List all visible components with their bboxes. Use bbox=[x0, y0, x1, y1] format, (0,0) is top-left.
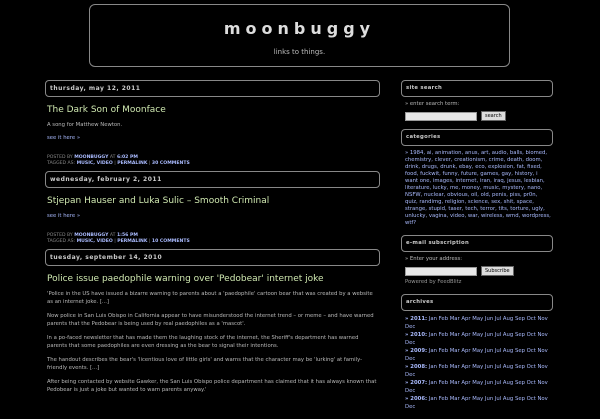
post-footer: POSTED BY MOONBUGGY AT 6:02 PM TAGGED AS: MUSIC, VIDEO | PERMALINK | 30 COMMENTS bbox=[47, 155, 190, 166]
post-footer: POSTED BY MOONBUGGY AT 1:56 PM TAGGED AS: MUSIC, VIDEO | PERMALINK | 10 COMMENTS bbox=[47, 233, 190, 244]
comments-link[interactable]: 10 COMMENTS bbox=[151, 239, 190, 244]
at-label: AT bbox=[109, 233, 116, 238]
archive-year-row bbox=[405, 395, 551, 411]
archive-months[interactable]: Jan Feb Mar Apr May Jun Jul Aug Sep Oct Nov Dec bbox=[405, 316, 548, 330]
blog-description: links to things. bbox=[273, 48, 326, 56]
search-input[interactable] bbox=[405, 112, 477, 121]
post-date-header: wednesday, february 2, 2011 bbox=[45, 171, 380, 188]
search-label: » enter search term: bbox=[405, 101, 460, 107]
search-button[interactable]: search bbox=[481, 111, 506, 121]
categories-widget bbox=[401, 146, 553, 235]
tagged-label: TAGGED AS: bbox=[47, 239, 76, 244]
archive-year-link[interactable]: » 2007: bbox=[405, 380, 428, 386]
post-paragraph: 'Police in the US have issued a bizarre warning to parents about a 'paedophile' cartoon bear that was created by a website as an internet joke. [...] bbox=[47, 291, 373, 305]
archive-months[interactable]: Jan Feb Mar Apr May Jun Jul Aug Sep Oct Nov Dec bbox=[405, 364, 548, 378]
archive-year-link[interactable]: » 2009: bbox=[405, 348, 428, 354]
post-paragraph: Now police in San Luis Obispo in California appear to have misunderstood the internet trend – or meme – and have warned parents that the Pedobear is being used by real paedophiles as a 'mascot'. bbox=[47, 313, 374, 327]
widget-title-email: e-mail subscription bbox=[401, 235, 553, 252]
post-title-link[interactable]: Police issue paedophile warning over 'Pedobear' internet joke bbox=[47, 274, 324, 284]
archive-year-link[interactable]: » 2006: bbox=[405, 396, 428, 402]
widget-title-search: site search bbox=[401, 80, 553, 97]
archive-year-row bbox=[405, 331, 551, 347]
archives-widget bbox=[401, 311, 553, 419]
archive-year-link[interactable]: » 2010: bbox=[405, 332, 428, 338]
permalink-link[interactable]: PERMALINK bbox=[117, 239, 148, 244]
posted-by-label: POSTED BY bbox=[47, 155, 73, 160]
post-body bbox=[47, 121, 378, 129]
comments-link[interactable]: 30 COMMENTS bbox=[151, 161, 190, 166]
posted-by-label: POSTED BY bbox=[47, 233, 73, 238]
archive-months[interactable]: Jan Feb Mar Apr May Jun Jul Aug Sep Oct Nov Dec bbox=[405, 332, 548, 346]
post-title-link[interactable]: The Dark Son of Moonface bbox=[47, 105, 166, 115]
post-paragraph: After being contacted by website Gawker, the San Luis Obispo police department has claimed that it has always known that Pedobear is just a joke but wanted to warn parents anyway.' bbox=[47, 379, 377, 393]
post bbox=[45, 105, 380, 167]
archive-months[interactable]: Jan Feb Mar Apr May Jun Jul Aug Sep Oct Nov Dec bbox=[405, 348, 548, 362]
archive-months[interactable]: Jan Feb Mar Apr May Jun Jul Aug Sep Oct Nov Dec bbox=[405, 396, 548, 410]
tagged-label: TAGGED AS: bbox=[47, 161, 76, 166]
post-paragraph: The handout describes the bear's 'licentious love of little girls' and warns that the character may be 'lurking' at family-friendly events. [...] bbox=[47, 357, 363, 371]
see-more-link[interactable]: see it here » bbox=[47, 135, 81, 141]
blog-header bbox=[89, 4, 510, 67]
subscribe-button[interactable]: Subscribe bbox=[481, 266, 514, 276]
post-date-header: thursday, may 12, 2011 bbox=[45, 80, 380, 97]
powered-by-text[interactable]: Powered by FeedBlitz bbox=[405, 279, 462, 285]
main-column bbox=[45, 80, 380, 400]
post-date-header: tuesday, september 14, 2010 bbox=[45, 249, 380, 266]
category-links[interactable]: » 1984, ai, animation, anus, art, audio, balls, biomed, chemistry, clever, creationism, crime, death, doom, drink, drugs, drunk, ebay, eco, explosion, fat, fixed, food, fuckwit, funny, future, games, gay, history, i want one, images, internet, iran, iraq, jesus, lesbian, literature, lucky, me, money, music, mystery, nano, NSFW, nuclear, obvious, oil, old, penis, piss, pr0n, quiz, randimg, religion, science, sex, shit, space, strange, stupid, taser, tech, terror, tits, torture, ugly, unlucky, vagina, video, war, wireless, wmd, wordpress, wtf? bbox=[405, 150, 551, 226]
author-link[interactable]: MOONBUGGY bbox=[74, 155, 109, 160]
email-label: » Enter your address: bbox=[405, 256, 463, 262]
email-input[interactable] bbox=[405, 267, 477, 276]
sidebar bbox=[401, 80, 553, 419]
archive-year-row bbox=[405, 363, 551, 379]
email-widget bbox=[401, 252, 553, 294]
widget-title-categories: categories bbox=[401, 129, 553, 146]
at-label: AT bbox=[109, 155, 116, 160]
post-paragraph: In a po-faced newsletter that has made them the laughing stock of the internet, the Sheriff's department has warned parents that some paedophiles are even dressing as the bear to signal their intentions. bbox=[47, 335, 359, 349]
archive-year-row bbox=[405, 379, 551, 395]
author-link[interactable]: MOONBUGGY bbox=[74, 233, 109, 238]
post bbox=[45, 196, 380, 245]
archive-year-link[interactable]: » 2008: bbox=[405, 364, 428, 370]
archive-year-row bbox=[405, 315, 551, 331]
tags-link[interactable]: MUSIC, VIDEO bbox=[76, 239, 113, 244]
search-widget bbox=[401, 97, 553, 129]
archive-year-row bbox=[405, 347, 551, 363]
archive-months[interactable]: Jan Feb Mar Apr May Jun Jul Aug Sep Oct Nov Dec bbox=[405, 380, 548, 394]
tags-link[interactable]: MUSIC, VIDEO bbox=[76, 161, 113, 166]
permalink-link[interactable]: PERMALINK bbox=[117, 161, 148, 166]
post bbox=[45, 274, 380, 394]
widget-title-archives: archives bbox=[401, 294, 553, 311]
see-more-link[interactable]: see it here » bbox=[47, 213, 81, 219]
post-time-link[interactable]: 6:02 PM bbox=[116, 155, 138, 160]
post-title-link[interactable]: Stjepan Hauser and Luka Sulic – Smooth Criminal bbox=[47, 196, 270, 206]
blog-title[interactable]: moonbuggy bbox=[223, 19, 376, 38]
archive-year-link[interactable]: » 2011: bbox=[405, 316, 428, 322]
post-body bbox=[47, 290, 378, 394]
post-paragraph: A song for Matthew Newton. bbox=[47, 122, 123, 128]
post-time-link[interactable]: 1:56 PM bbox=[116, 233, 138, 238]
